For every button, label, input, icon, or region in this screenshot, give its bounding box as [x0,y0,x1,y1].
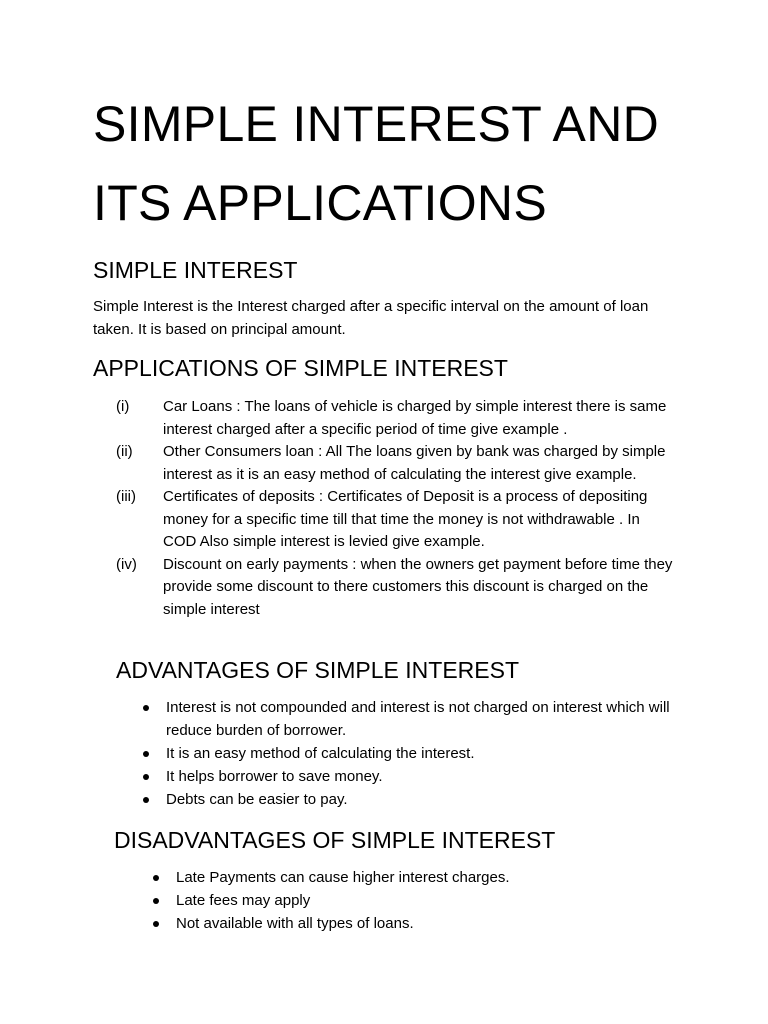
section-heading-disadvantages: DISADVANTAGES OF SIMPLE INTEREST [114,827,556,853]
disadvantages-list [152,867,672,936]
bullet-icon [153,875,159,881]
list-item-text: Other Consumers loan : All The loans given by bank was charged by simple interest as it is an easy method of calculating the interest give example. [163,443,666,483]
applications-list [116,396,676,621]
document-title-line-2: ITS APPLICATIONS [93,175,547,231]
list-item-text: Car Loans : The loans of vehicle is charged by simple interest there is same interest charged after a specific period of time give example . [163,398,667,438]
bullet-icon [153,921,159,927]
list-item-number: (iii) [116,488,136,505]
list-item [152,913,672,936]
list-item-text: Late fees may apply [176,891,311,909]
bullet-icon [143,797,149,803]
bullet-icon [143,705,149,711]
section-heading-applications: APPLICATIONS OF SIMPLE INTEREST [93,355,508,381]
list-item-number: (i) [116,398,130,415]
list-item-text: It helps borrower to save money. [166,767,383,785]
list-item-number: (iv) [116,555,137,573]
list-item [116,396,676,441]
list-item [142,743,682,766]
list-item-number: (ii) [116,443,133,460]
list-item [116,486,676,554]
section-heading-advantages: ADVANTAGES OF SIMPLE INTEREST [116,657,519,683]
list-item [142,766,682,789]
list-item-text: Discount on early payments : when the owners get payment before time they provide some discount to there customers this discount is charged on the simple interest [163,555,673,618]
list-item [152,890,672,913]
list-item-text: Not available with all types of loans. [176,914,414,932]
bullet-icon [143,774,149,780]
list-item-text: Debts can be easier to pay. [166,790,348,808]
bullet-icon [143,751,149,757]
document-title-line-1: SIMPLE INTEREST AND [93,96,660,152]
simple-interest-definition: Simple Interest is the Interest charged after a specific interval on the amount of loan taken. It is based on principal amount. [93,298,649,338]
advantages-list [142,697,682,812]
list-item [142,697,682,743]
bullet-icon [153,898,159,904]
section-heading-simple-interest: SIMPLE INTEREST [93,257,298,283]
list-item-text: Interest is not compounded and interest is not charged on interest which will reduce burden of borrower. [166,699,670,739]
list-item [116,554,676,622]
list-item-text: Certificates of deposits : Certificates of Deposit is a process of depositing money for a specific time till that time the money is not withdrawable . In COD Also simple interest is levied give example. [163,488,648,550]
list-item [152,867,672,890]
list-item [116,441,676,486]
list-item-text: It is an easy method of calculating the interest. [166,744,475,762]
list-item [142,789,682,812]
list-item-text: Late Payments can cause higher interest charges. [176,869,510,886]
